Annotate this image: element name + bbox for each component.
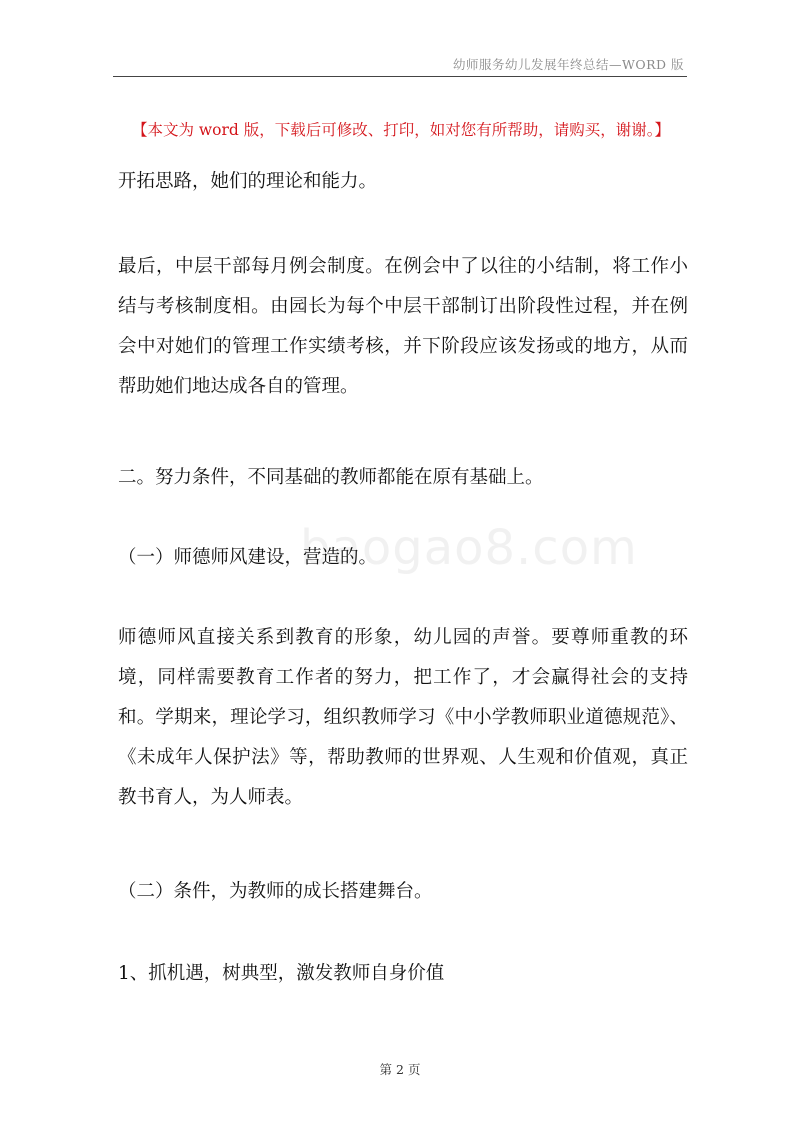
running-header: 幼师服务幼儿发展年终总结—WORD 版 xyxy=(452,57,684,72)
paragraph-2: 最后，中层干部每月例会制度。在例会中了以往的小结制，将工作小结与考核制度相。由园长为每个中层干部制订出阶段性过程，并在例会中对她们的管理工作实绩考核，并下阶段应该发扬或的地方，从而帮助她们地达成各自的管理。 xyxy=(118,256,688,397)
list-item-1: 1、抓机遇，树典型，激发教师自身价值 xyxy=(118,963,445,984)
watermark: baogao8.com xyxy=(300,520,638,576)
paragraph-3: 师德师风直接关系到教育的形象，幼儿园的声誉。要尊师重教的环境，同样需要教育工作者的努力，把工作了，才会赢得社会的支持和。学期来，理论学习，组织教师学习《中小学教师职业道德规范》、《未成年人保护法》等，帮助教师的世界观、人生观和价值观，真正教书育人，为人师表。 xyxy=(118,627,688,808)
paragraph-1: 开拓思路，她们的理论和能力。 xyxy=(118,171,378,192)
header-divider xyxy=(113,76,687,77)
page-number: 第 2 页 xyxy=(379,1062,421,1077)
subsection-heading-1: （一）师德师风建设，营造的。 xyxy=(118,547,378,568)
download-notice: 【本文为 word 版，下载后可修改、打印，如对您有所帮助，请购买，谢谢。】 xyxy=(131,121,671,139)
section-heading-2: 二。努力条件，不同基础的教师都能在原有基础上。 xyxy=(118,467,544,488)
subsection-heading-2: （二）条件，为教师的成长搭建舞台。 xyxy=(118,881,433,902)
